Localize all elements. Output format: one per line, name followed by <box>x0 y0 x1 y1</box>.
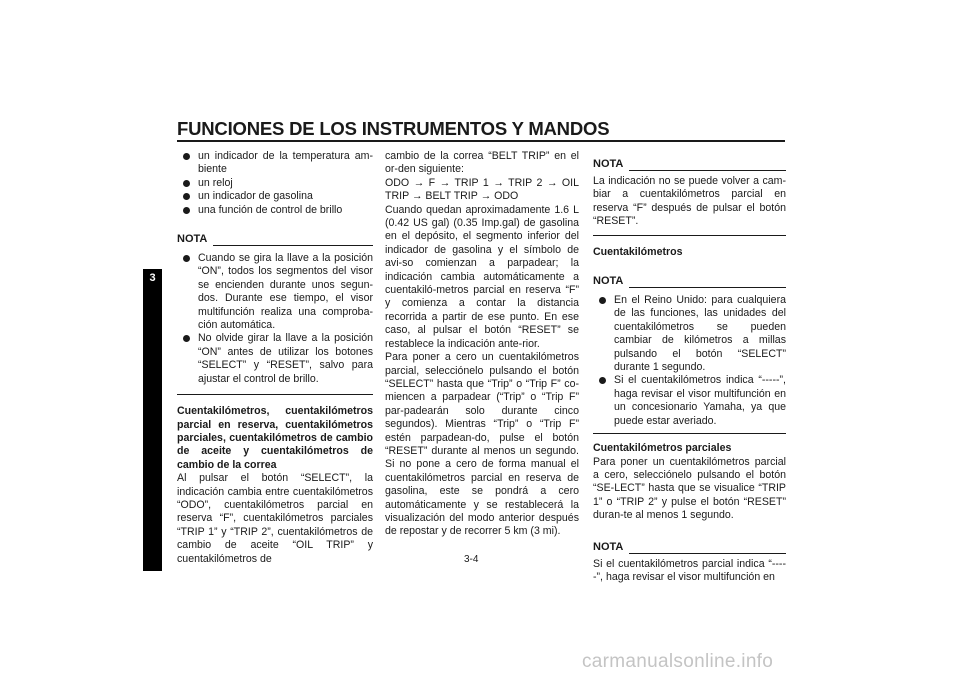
nota-divider <box>593 235 786 236</box>
list-item: un indicador de la temperatura am-biente <box>177 150 373 177</box>
column-2 <box>385 150 579 539</box>
section-heading: Cuentakilómetros, cuentakilómetros parcial en reserva, cuentakilómetros parciales, cuentakilómetros de cambio de aceite y cuentakilómetros de cambio de la correa <box>177 405 373 471</box>
sequence-text: ODO → F → TRIP 1 → TRIP 2 → OIL TRIP → BELT TRIP → ODO <box>385 176 579 203</box>
paragraph: cambio de la correa “BELT TRIP” en el or-den siguiente: <box>385 150 579 176</box>
section-heading: Cuentakilómetros parciales <box>593 442 732 455</box>
section-body: Para poner un cuentakilómetros parcial a cero, selecciónelo pulsando el botón “SE-LECT” hasta que se visualice “TRIP 1” o “TRIP 2” y pulse el botón “RESET” duran-te al menos 1 segundo. <box>593 455 786 522</box>
chapter-tab <box>143 269 162 571</box>
chapter-tab-number: 3 <box>149 272 156 284</box>
column-1 <box>177 150 373 566</box>
list-item: un indicador de gasolina <box>177 190 373 203</box>
paragraph: Cuando quedan aproximadamente 1.6 L (0.42 US gal) (0.35 Imp.gal) de gasolina en el depósito, el segmento inferior del indicador de gasolina y el símbolo de avi-so comienzan a parpadear; la indicación cambia automáticamente a cuentakiló-metros parcial en reserva “F” y comienza a contar la distancia recorrida a partir de ese punto. En ese caso, al pulsar el botón “RESET” se restablece la indicación ante-rior. <box>385 203 579 350</box>
bullet-icon <box>183 153 190 160</box>
nota-header <box>593 275 786 289</box>
bullet-icon <box>599 297 606 304</box>
list-item: Cuando se gira la llave a la posición “ON”, todos los segmentos del visor se encienden durante unos segun-dos. Durante ese tiempo, el visor multifunción realiza una comproba-ción automática. <box>177 252 373 332</box>
nota-label: NOTA <box>593 541 629 554</box>
nota-header <box>593 158 786 172</box>
nota-list <box>593 294 786 428</box>
nota-label: NOTA <box>593 158 629 171</box>
list-item: un reloj <box>177 177 373 190</box>
list-item: En el Reino Unido: para cualquiera de las funciones, las unidades del cuentakilómetros se pueden cambiar de kilómetros a millas pulsando el botón “SELECT” durante 1 segundo. <box>593 294 786 374</box>
nota-divider <box>593 433 786 434</box>
bullet-icon <box>183 255 190 262</box>
nota-text: La indicación no se puede volver a cam-biar a cuentakilómetros parcial en reserva “F” después de pulsar el botón “RESET”. <box>593 175 786 228</box>
bullet-icon <box>599 377 606 384</box>
bullet-icon <box>183 335 190 342</box>
feature-list <box>177 150 373 217</box>
nota-label: NOTA <box>593 275 629 288</box>
nota-label: NOTA <box>177 233 213 246</box>
column-3 <box>593 150 786 584</box>
section-heading: Cuentakilómetros <box>593 245 683 258</box>
watermark: carmanualsonline.info <box>582 651 774 672</box>
bullet-icon <box>183 207 190 214</box>
section-body: Al pulsar el botón “SELECT”, la indicación cambia entre cuentakilómetros “ODO”, cuentakilómetros parcial en reserva “F”, cuentakilómetros parciales “TRIP 1” y “TRIP 2”, cuentakilómetros de cambio de aceite “OIL TRIP” y cuentakilómetros de <box>177 472 373 565</box>
nota-text: Si el cuentakilómetros parcial indica “-----”, haga revisar el visor multifunción en <box>593 557 786 583</box>
list-item: Si el cuentakilómetros indica “-----”, haga revisar el visor multifunción en un concesionario Yamaha, ya que puede estar averiado. <box>593 374 786 428</box>
bullet-icon <box>183 193 190 200</box>
list-item: No olvide girar la llave a la posición “ON” antes de utilizar los botones “SELECT” y “RESET”, salvo para ajustar el control de brillo. <box>177 332 373 386</box>
paragraph: Para poner a cero un cuentakilómetros parcial, selecciónelo pulsando el botón “SELECT” hasta que “Trip” o “Trip F” co-miencen a parpadear (“Trip” o “Trip F” par-padearán solo durante cinco segundos). Mientras “Trip” o “Trip F” estén parpadean-do, pulse el botón “RESET” durante al menos un segundo. Si no pone a cero de forma manual el cuentakilómetros parcial en reserva de gasolina, este se pondrá a cero automáticamente y se restablecerá la visualización del modo anterior después de repostar y de recorrer 5 km (3 mi). <box>385 351 579 538</box>
page-title: FUNCIONES DE LOS INSTRUMENTOS Y MANDOS <box>177 118 610 139</box>
title-rule <box>177 140 785 142</box>
nota-header <box>593 541 786 555</box>
list-item: una función de control de brillo <box>177 204 373 217</box>
bullet-icon <box>183 180 190 187</box>
page-number: 3-4 <box>464 554 479 565</box>
nota-header <box>177 233 373 247</box>
nota-divider <box>177 394 373 395</box>
nota-list <box>177 252 373 386</box>
